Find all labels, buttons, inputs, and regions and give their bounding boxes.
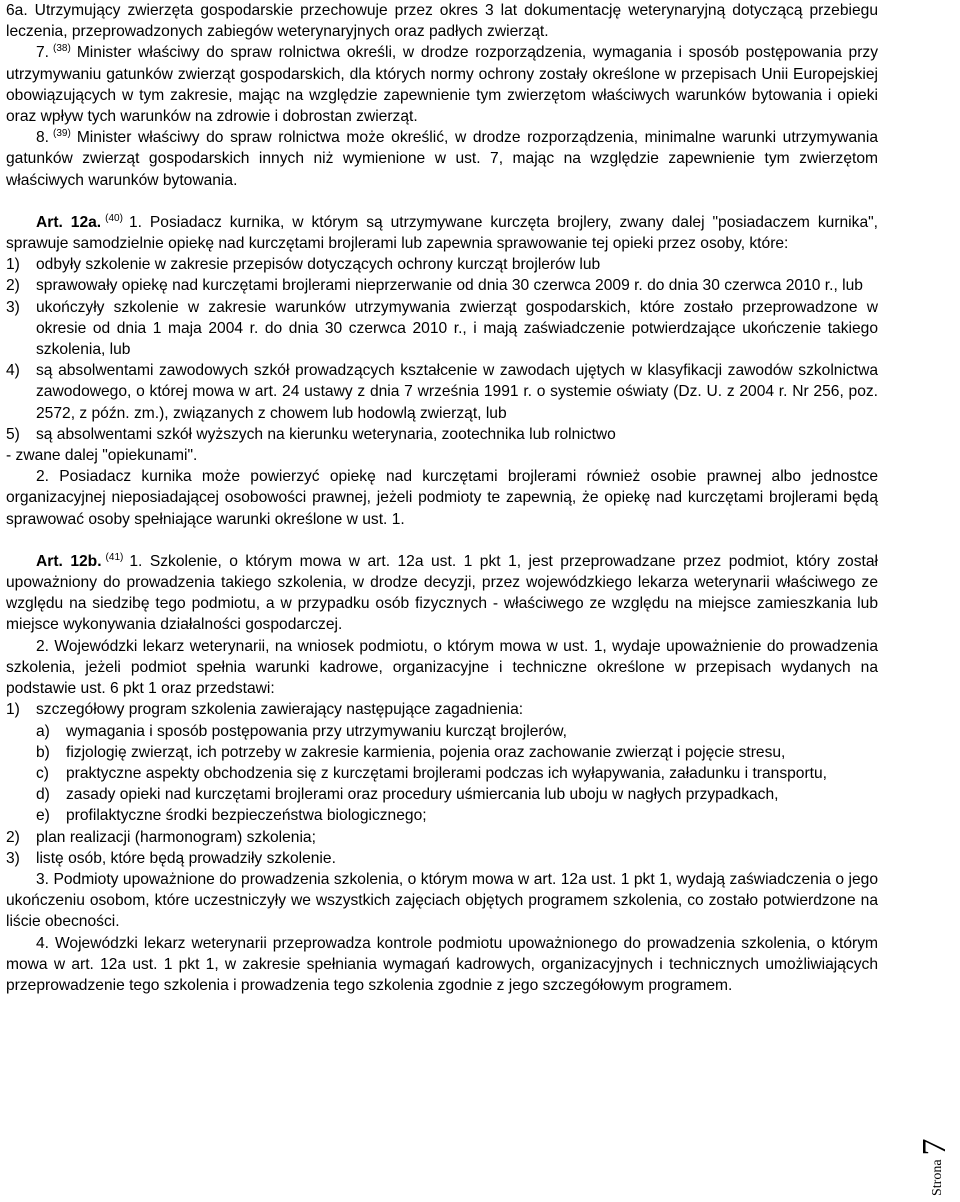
art-12a-ust-1-text: 1. Posiadacz kurnika, w którym są utrzymywane kurczęta brojlery, zwany dalej "posiadaczem kurnika", sprawuje samodzielnie opiekę nad kurczętami brojlerami lub zapewnia sprawowanie tej opieki przez osoby, które: bbox=[6, 213, 878, 253]
art-12b-ust-2: 2. Wojewódzki lekarz weterynarii, na wniosek podmiotu, o którym mowa w ust. 1, wydaje upoważnienie do prowadzenia szkolenia, jeżeli podmiot spełnia warunki kadrowe, organizacyjne i techniczne określone w przepisach wydanych na podstawie ust. 6 pkt 1 oraz przedstawi: bbox=[6, 637, 878, 698]
paragraph-8-number: 8. bbox=[36, 129, 50, 147]
art-12b-label: Art. 12b. bbox=[36, 552, 102, 570]
sub-list-item-letter: c) bbox=[36, 764, 49, 782]
paragraph-7-number: 7. bbox=[36, 44, 50, 62]
list-item-number: 2) bbox=[6, 277, 20, 295]
list-item-text: ukończyły szkolenie w zakresie warunków utrzymywania zwierząt gospodarskich, które zostało przeprowadzone w okresie od dnia 1 maja 2004 r. do dnia 30 czerwca 2010 r., i mają zaświadczenie potwierdzające ukończenie takiego szkolenia, lub bbox=[36, 298, 878, 359]
art-12b-ust-1 bbox=[6, 551, 878, 636]
footnote-ref-40: (40) bbox=[105, 212, 123, 224]
list-item bbox=[6, 254, 878, 275]
sub-list-item-letter: d) bbox=[36, 786, 50, 804]
sub-list-item-text: wymagania i sposób postępowania przy utrzymywaniu kurcząt brojlerów, bbox=[66, 722, 567, 740]
art-12b-ust-1-text: 1. Szkolenie, o którym mowa w art. 12a ust. 1 pkt 1, jest przeprowadzane przez podmiot, który został upoważniony do prowadzenia takiego szkolenia, w drodze decyzji, przez wojewódzkiego lekarza weterynarii właściwego ze względu na siedzibę tego podmiotu, a w przypadku osób fizycznych - właściwego ze względu na miejsce zamieszkania lub miejsce wykonywania działalności gospodarczej. bbox=[6, 552, 878, 634]
list-item-number: 1) bbox=[6, 701, 20, 719]
page-word: Strona bbox=[930, 1159, 945, 1196]
list-item-number: 5) bbox=[6, 425, 20, 443]
art-12a-label: Art. 12a. bbox=[36, 213, 102, 231]
list-item-text: listę osób, które będą prowadziły szkolenie. bbox=[36, 849, 336, 867]
list-item-text: szczegółowy program szkolenia zawierający następujące zagadnienia: bbox=[36, 701, 524, 719]
sub-list-item-text: fizjologię zwierząt, ich potrzeby w zakresie karmienia, pojenia oraz zachowanie zwierząt i pojęcie stresu, bbox=[66, 743, 786, 761]
art-12b-ust-4: 4. Wojewódzki lekarz weterynarii przeprowadza kontrole podmiotu upoważnionego do prowadzenia szkolenia, o którym mowa w art. 12a ust. 1 pkt 1, w zakresie spełniania wymagań kadrowych, organizacyjnych i technicznych umożliwiających przeprowadzenie tego szkolenia i prowadzenia tego szkolenia zgodnie z jego szczegółowym programem. bbox=[6, 934, 878, 994]
art-12a-ust-1 bbox=[6, 212, 878, 254]
list-item bbox=[6, 275, 878, 296]
list-item-text: plan realizacji (harmonogram) szkolenia; bbox=[36, 828, 316, 846]
list-item-text: są absolwentami zawodowych szkół prowadzących kształcenie w zawodach ujętych w klasyfikacji zawodów szkolnictwa zawodowego, o której mowa w art. 24 ustawy z dnia 7 września 1991 r. o systemie oświaty (Dz. U. z 2004 r. Nr 256, poz. 2572, z późn. zm.), związanych z chowem lub hodowlą zwierząt, lub bbox=[36, 362, 878, 422]
paragraph-6a: 6a. Utrzymujący zwierzęta gospodarskie przechowuje przez okres 3 lat dokumentację weterynaryjną dotyczącą przebiegu leczenia, przeprowadzonych zabiegów weterynaryjnych oraz padłych zwierząt. bbox=[6, 2, 878, 41]
sub-list-item-text: praktyczne aspekty obchodzenia się z kurczętami brojlerami podczas ich wyłapywania, załadunku i transportu, bbox=[66, 764, 828, 782]
list-item-text: sprawowały opiekę nad kurczętami brojlerami nieprzerwanie od dnia 30 czerwca 2009 r. do dnia 30 czerwca 2010 r., lub bbox=[36, 277, 863, 295]
page-number: 7 bbox=[916, 1138, 953, 1156]
sub-list-item-letter: b) bbox=[36, 743, 50, 761]
paragraph-8-text: Minister właściwy do spraw rolnictwa może określić, w drodze rozporządzenia, minimalne warunki utrzymywania gatunków zwierząt gospodarskich innych niż wymienione w ust. 7, mając na względzie zapewnienie tym zwierzętom właściwych warunków bytowania. bbox=[6, 129, 878, 189]
footnote-ref-38: (38) bbox=[53, 43, 71, 55]
page-number-footer bbox=[918, 1086, 952, 1196]
paragraph-7 bbox=[6, 42, 878, 127]
paragraph-8 bbox=[6, 127, 878, 191]
list-item-text: odbyły szkolenie w zakresie przepisów dotyczących ochrony kurcząt brojlerów lub bbox=[36, 256, 601, 274]
sub-list-item-letter: e) bbox=[36, 807, 50, 825]
footnote-ref-41: (41) bbox=[105, 551, 124, 563]
list-item bbox=[6, 848, 878, 869]
page-number-label bbox=[918, 1086, 952, 1196]
sub-list-item-letter: a) bbox=[36, 722, 50, 740]
list-item-number: 1) bbox=[6, 256, 20, 274]
list-item bbox=[6, 360, 878, 424]
sub-list-item bbox=[6, 784, 878, 805]
list-item-number: 2) bbox=[6, 828, 20, 846]
list-item bbox=[6, 827, 878, 848]
sub-list-item bbox=[6, 742, 878, 763]
list-item-number: 4) bbox=[6, 362, 20, 380]
list-item bbox=[6, 424, 878, 445]
sub-list-item bbox=[6, 763, 878, 784]
art-12b-ust-3: 3. Podmioty upoważnione do prowadzenia szkolenia, o którym mowa w art. 12a ust. 1 pkt 1, wydają zaświadczenia o jego ukończeniu osobom, które uczestniczyły we wszystkich zajęciach objętych programem szkolenia, co zostało potwierdzone na liście obecności. bbox=[6, 870, 878, 931]
paragraph-7-text: Minister właściwy do spraw rolnictwa określi, w drodze rozporządzenia, wymagania i sposób postępowania przy utrzymywaniu gatunków zwierząt gospodarskich, dla których normy ochrony zostały określone w przepisach Unii Europejskiej obowiązujących w tym zakresie, mając na względzie zapewnienie tym zwierzętom właściwych warunków bytowania i opieki oraz wpływ tych warunków na zdrowie i dobrostan zwierząt. bbox=[6, 44, 878, 126]
document-body bbox=[6, 0, 878, 996]
list-item-text: są absolwentami szkół wyższych na kierunku weterynaria, zootechnika lub rolnictwo bbox=[36, 425, 616, 443]
list-item bbox=[6, 699, 878, 720]
sub-list-item-text: zasady opieki nad kurczętami brojlerami oraz procedury uśmiercania lub uboju w nagłych przypadkach, bbox=[66, 786, 779, 804]
art-12a-ust-2: 2. Posiadacz kurnika może powierzyć opiekę nad kurczętami brojlerami również osobie prawnej albo jednostce organizacyjnej nieposiadającej osobowości prawnej, jeżeli podmioty te zapewnią, że opiekę nad kurczętami brojlerami będą sprawować osoby spełniające warunki określone w ust. 1. bbox=[6, 468, 878, 528]
list-item bbox=[6, 297, 878, 361]
sub-list-item bbox=[6, 721, 878, 742]
sub-list-item-text: profilaktyczne środki bezpieczeństwa biologicznego; bbox=[66, 807, 427, 825]
list-item-number: 3) bbox=[6, 298, 20, 316]
list-item-number: 3) bbox=[6, 849, 20, 867]
footnote-ref-39: (39) bbox=[53, 128, 71, 140]
art-12a-tail: - zwane dalej "opiekunami". bbox=[6, 447, 198, 465]
sub-list-item bbox=[6, 805, 878, 826]
